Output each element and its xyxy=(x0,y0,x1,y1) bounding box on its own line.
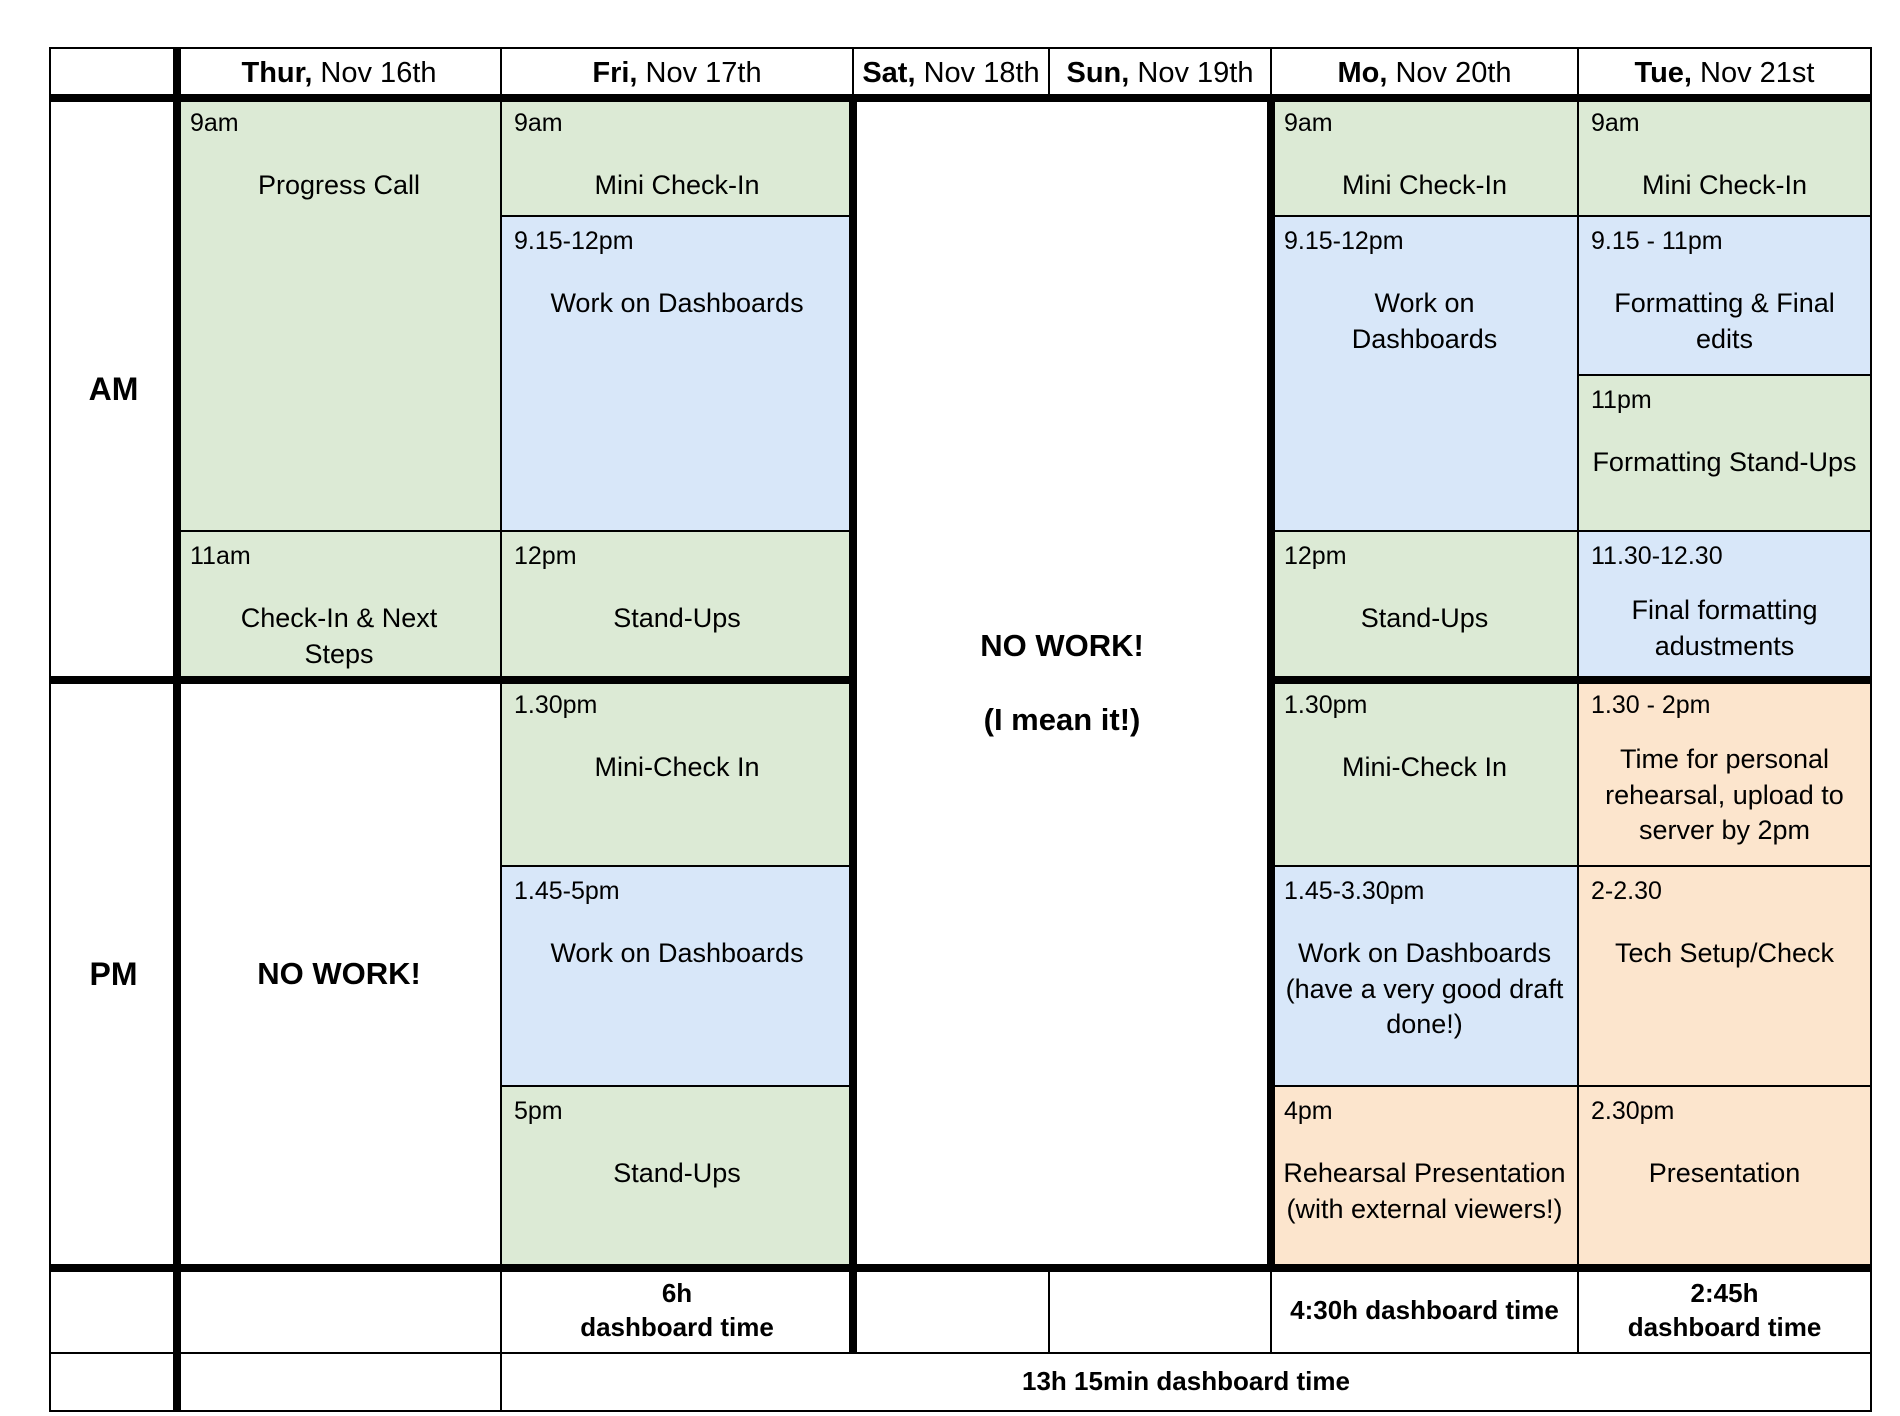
event-time: 5pm xyxy=(514,1097,563,1125)
cell-mo-stand-ups-noon xyxy=(1272,532,1577,679)
event-title: Work on Dashboards xyxy=(550,288,804,318)
summary-line2: dashboard time xyxy=(1627,1311,1822,1342)
day-header-mo xyxy=(1272,49,1577,97)
event-title: Work on Dashboards xyxy=(1351,288,1498,354)
event-title: Work on Dashboards xyxy=(550,938,804,968)
summary-line1: 4:30h dashboard time xyxy=(1290,1294,1559,1325)
day-date: Nov 21st xyxy=(1691,56,1815,89)
weekend-note-line1: NO WORK! xyxy=(980,627,1144,663)
event-time: 1.30pm xyxy=(514,691,598,719)
total-empty-thu xyxy=(178,1354,500,1410)
cell-fri-stand-ups-5pm xyxy=(502,1087,852,1267)
event-title: Work on Dashboards (have a very good draft done!) xyxy=(1285,938,1564,1040)
cell-thu-progress-call xyxy=(178,99,500,530)
event-title: Presentation xyxy=(1648,1158,1801,1188)
event-time: 2-2.30 xyxy=(1591,877,1662,905)
day-header-tue xyxy=(1579,49,1870,97)
event-title: Final formatting adustments xyxy=(1631,595,1818,661)
day-name: Mo, xyxy=(1337,56,1388,89)
event-title: Mini-Check In xyxy=(1341,752,1508,782)
event-title: Rehearsal Presentation (with external viewers!) xyxy=(1283,1158,1566,1224)
day-name: Sat, xyxy=(862,56,916,89)
event-time: 11pm xyxy=(1591,386,1652,414)
cell-mo-rehearsal-presentation xyxy=(1272,1087,1577,1267)
event-time: 12pm xyxy=(1284,542,1347,570)
event-title: Stand-Ups xyxy=(613,603,741,633)
cell-fri-work-on-dashboards-pm xyxy=(502,867,852,1085)
total-empty-label xyxy=(51,1354,176,1410)
event-time: 9am xyxy=(514,109,563,137)
summary-empty-thu xyxy=(178,1269,500,1352)
day-name: Tue, xyxy=(1634,56,1692,89)
cell-mo-work-on-dashboards-am xyxy=(1272,217,1577,530)
cell-tue-formatting-final-edits xyxy=(1579,217,1870,374)
event-time: 1.45-5pm xyxy=(514,877,620,905)
event-title: Mini Check-In xyxy=(1641,170,1808,200)
day-name: Fri, xyxy=(592,56,638,89)
cell-weekend-no-work xyxy=(854,99,1270,1267)
day-header-thu xyxy=(178,49,500,97)
cell-fri-mini-check-in-am xyxy=(502,99,852,215)
event-title: Mini Check-In xyxy=(594,170,760,200)
event-title: Mini Check-In xyxy=(1341,170,1508,200)
event-time: 9am xyxy=(190,109,239,137)
day-date: Nov 17th xyxy=(637,56,762,89)
event-title: Stand-Ups xyxy=(613,1158,741,1188)
cell-tue-tech-setup-check xyxy=(1579,867,1870,1085)
summary-mo-dashboard-time xyxy=(1272,1269,1577,1352)
event-time: 11am xyxy=(190,542,251,570)
cell-fri-mini-check-in-pm xyxy=(502,681,852,865)
day-name: Thur, xyxy=(241,56,313,89)
event-title: Formatting & Final edits xyxy=(1614,288,1835,354)
event-time: 1.30 - 2pm xyxy=(1591,691,1711,719)
cell-tue-personal-rehearsal xyxy=(1579,681,1870,865)
event-title: Mini-Check In xyxy=(594,752,760,782)
row-label-pm: PM xyxy=(51,681,176,1267)
summary-line2: dashboard time xyxy=(580,1311,774,1342)
event-title: Check-In & Next Steps xyxy=(240,603,438,669)
cell-thu-checkin-next-steps xyxy=(178,532,500,679)
event-title: Time for personal rehearsal, upload to server by 2pm xyxy=(1605,744,1844,846)
day-date: Nov 20th xyxy=(1387,56,1512,89)
weekend-note-line2: (I mean it!) xyxy=(983,702,1141,737)
event-time: 1.30pm xyxy=(1284,691,1368,719)
day-name: Sun, xyxy=(1066,56,1130,89)
day-date: Nov 16th xyxy=(312,56,437,89)
cell-mo-mini-check-in-pm xyxy=(1272,681,1577,865)
event-time: 11.30-12.30 xyxy=(1591,542,1723,570)
summary-empty-sat xyxy=(854,1269,1048,1352)
row-label-am: AM xyxy=(51,99,176,679)
event-title: Formatting Stand-Ups xyxy=(1592,447,1857,477)
event-time: 9.15-12pm xyxy=(1284,227,1404,255)
total-week-dashboard-time: 13h 15min dashboard time xyxy=(502,1354,1870,1410)
cell-thu-no-work: NO WORK! xyxy=(178,681,500,1267)
weekly-schedule-table xyxy=(49,47,1872,1412)
event-time: 9am xyxy=(1284,109,1333,137)
summary-tue-dashboard-time xyxy=(1579,1269,1870,1352)
corner-cell xyxy=(51,49,176,97)
event-title: Stand-Ups xyxy=(1360,603,1489,633)
cell-fri-stand-ups-noon xyxy=(502,532,852,679)
cell-mo-work-on-dashboards-pm xyxy=(1272,867,1577,1085)
day-date: Nov 19th xyxy=(1129,56,1254,89)
event-time: 12pm xyxy=(514,542,577,570)
event-time: 4pm xyxy=(1284,1097,1333,1125)
cell-fri-work-on-dashboards-am xyxy=(502,217,852,530)
event-time: 9.15 - 11pm xyxy=(1591,227,1723,255)
summary-line1: 6h xyxy=(661,1277,693,1308)
summary-empty-sun xyxy=(1050,1269,1270,1352)
cell-tue-presentation xyxy=(1579,1087,1870,1267)
event-time: 9.15-12pm xyxy=(514,227,634,255)
day-header-sat xyxy=(854,49,1048,97)
event-title: Tech Setup/Check xyxy=(1614,938,1835,968)
cell-tue-mini-check-in-am xyxy=(1579,99,1870,215)
event-time: 1.45-3.30pm xyxy=(1284,877,1425,905)
day-header-fri xyxy=(502,49,852,97)
day-header-sun xyxy=(1050,49,1270,97)
event-time: 2.30pm xyxy=(1591,1097,1675,1125)
summary-fri-dashboard-time xyxy=(502,1269,852,1352)
event-title: Progress Call xyxy=(257,170,421,200)
cell-mo-mini-check-in-am xyxy=(1272,99,1577,215)
cell-tue-final-formatting-adjustments xyxy=(1579,532,1870,679)
summary-empty-label xyxy=(51,1269,176,1352)
summary-line1: 2:45h xyxy=(1690,1277,1759,1308)
day-date: Nov 18th xyxy=(915,56,1040,89)
cell-tue-formatting-stand-ups xyxy=(1579,376,1870,530)
event-time: 9am xyxy=(1591,109,1640,137)
